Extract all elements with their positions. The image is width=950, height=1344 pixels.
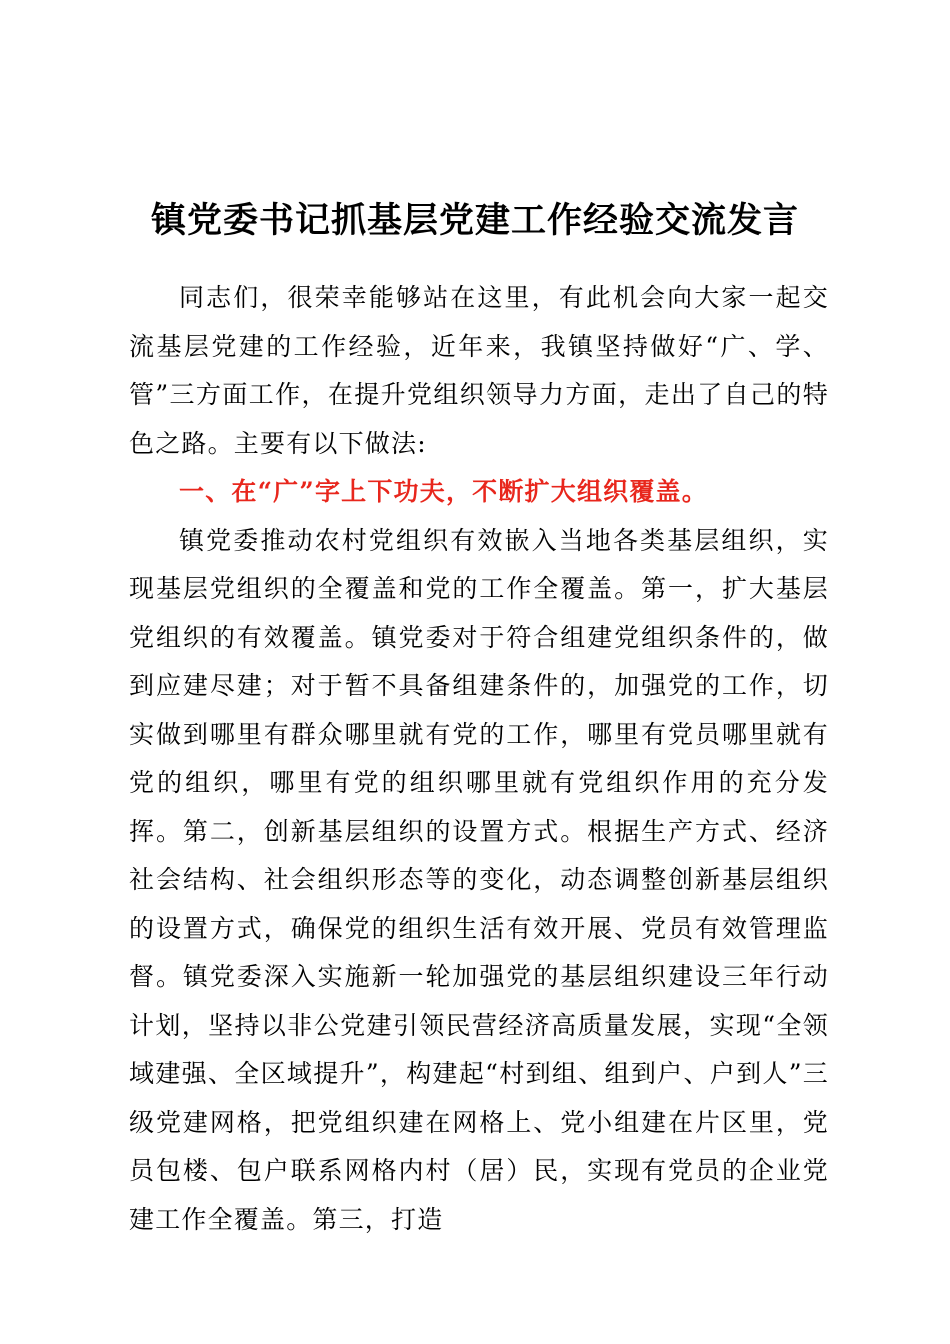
document-title: 镇党委书记抓基层党建工作经验交流发言	[150, 200, 799, 241]
intro-paragraph: 同志们，很荣幸能够站在这里，有此机会向大家一起交流基层党建的工作经验，近年来，我镇坚持做好“广、学、管”三方面工作，在提升党组织领导力方面，走出了自己的特色之路。主要有以下做法:	[129, 283, 829, 458]
section-1-paragraph: 镇党委推动农村党组织有效嵌入当地各类基层组织，实现基层党组织的全覆盖和党的工作全覆盖。第一，扩大基层党组织的有效覆盖。镇党委对于符合组建党组织条件的，做到应建尽建；对于暂不具备组建条件的，加强党的工作，切实做到哪里有群众哪里就有党的工作，哪里有党员哪里就有党的组织，哪里有党的组织哪里就有党组织作用的充分发挥。第二，创新基层组织的设置方式。根据生产方式、经济社会结构、社会组织形态等的变化，动态调整创新基层组织的设置方式，确保党的组织生活有效开展、党员有效管理监督。镇党委深入实施新一轮加强党的基层组织建设三年行动计划，坚持以非公党建引领民营经济高质量发展，实现“全领域建强、全区域提升”，构建起“村到组、组到户、户到人”三级党建网格，把党组织建在网格上、党小组建在片区里，党员包楼、包户联系网格内村（居）民，实现有党员的企业党建工作全覆盖。第三，打造	[129, 525, 829, 1234]
document-body	[129, 274, 829, 1244]
section-heading-1: 一、在“广”字上下功夫，不断扩大组织覆盖。	[179, 477, 708, 506]
